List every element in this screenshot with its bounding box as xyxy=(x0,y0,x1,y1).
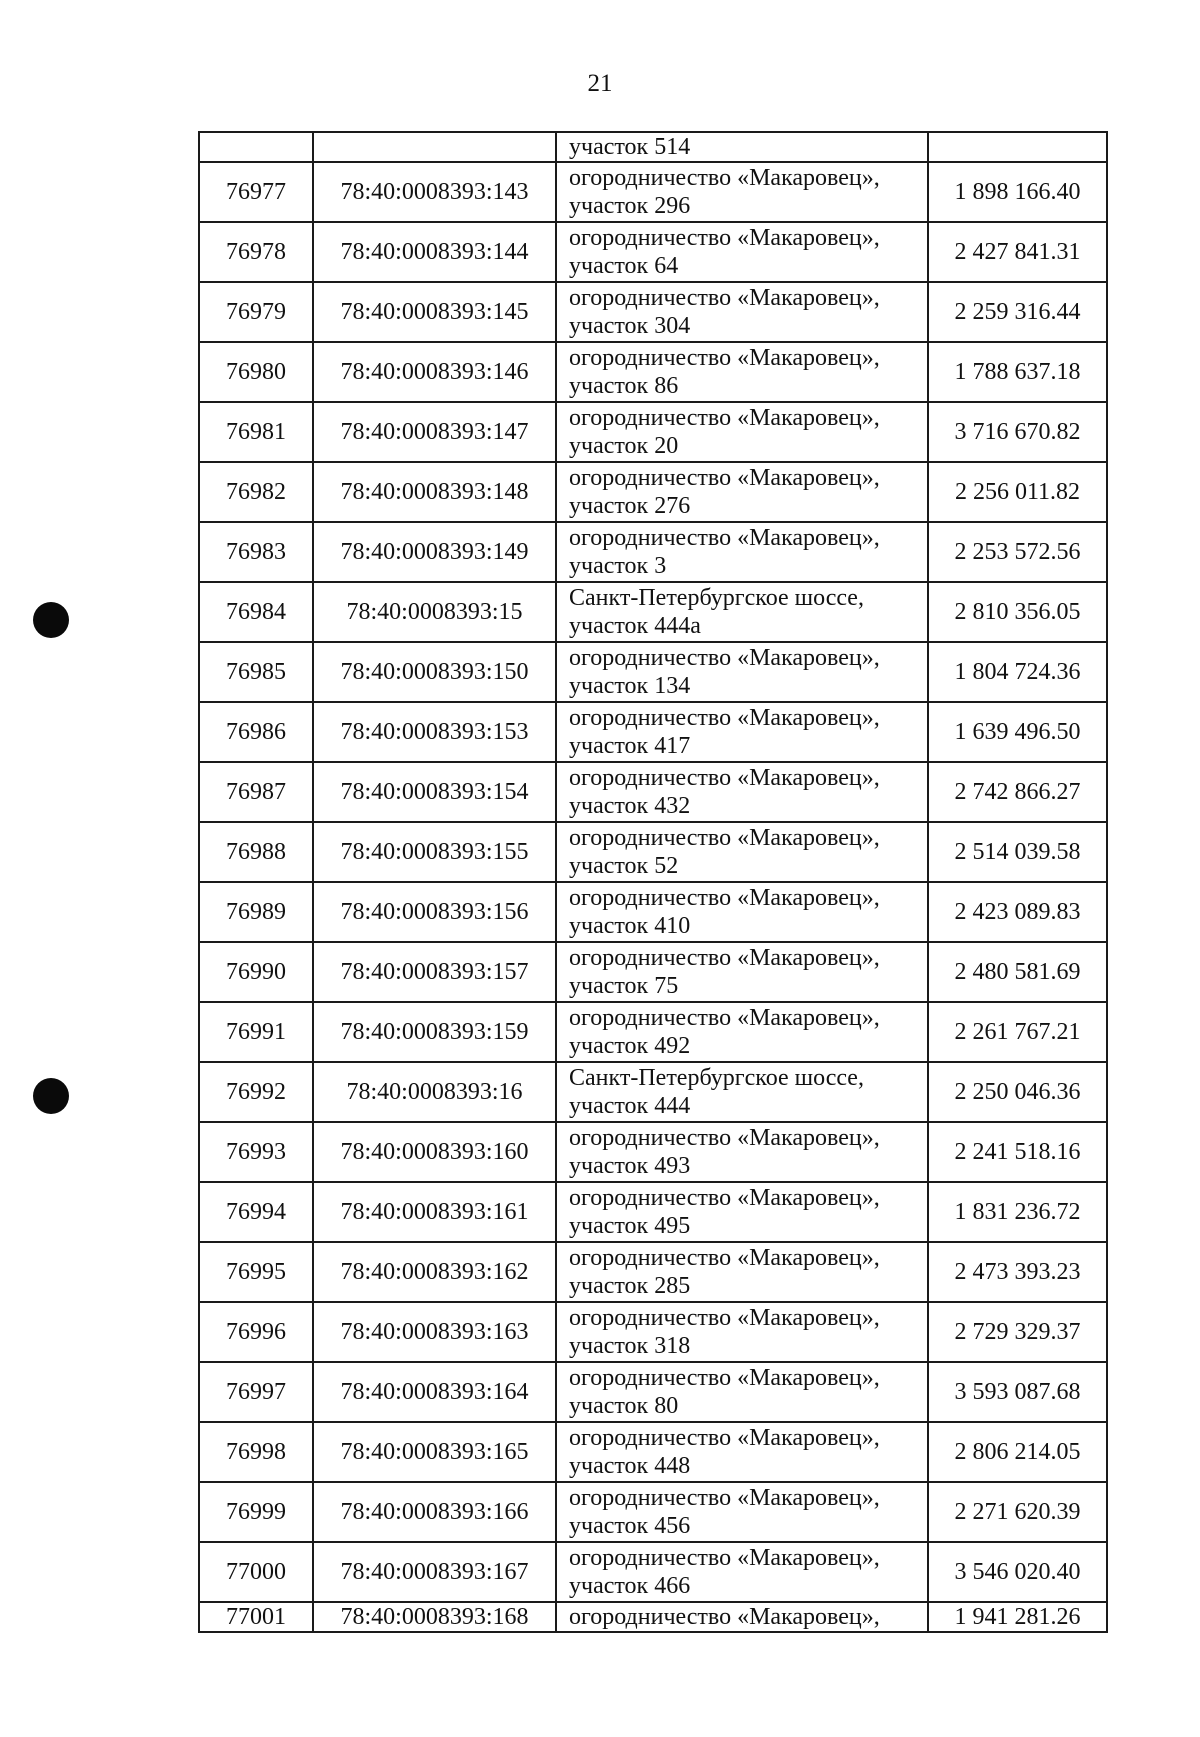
row-number-cell: 76985 xyxy=(199,642,313,702)
cadastral-number-cell: 78:40:0008393:162 xyxy=(313,1242,556,1302)
address-cell xyxy=(556,462,928,522)
table-row xyxy=(199,1062,1107,1122)
value-cell: 2 729 329.37 xyxy=(928,1302,1107,1362)
row-number-cell: 76982 xyxy=(199,462,313,522)
address-cell xyxy=(556,1602,928,1632)
address-cell xyxy=(556,132,928,162)
table-row xyxy=(199,1542,1107,1602)
address-line: огородничество «Макаровец», xyxy=(569,405,880,431)
cadastral-number-cell: 78:40:0008393:157 xyxy=(313,942,556,1002)
cadastral-number-cell: 78:40:0008393:16 xyxy=(313,1062,556,1122)
cadastral-number-cell: 78:40:0008393:155 xyxy=(313,822,556,882)
address-line: участок 296 xyxy=(569,193,691,219)
value-cell: 2 514 039.58 xyxy=(928,822,1107,882)
address-cell xyxy=(556,1062,928,1122)
address-line: участок 86 xyxy=(569,373,679,399)
address-line: огородничество «Макаровец», xyxy=(569,465,880,491)
address-line: участок 134 xyxy=(569,673,691,699)
row-number-cell: 76997 xyxy=(199,1362,313,1422)
address-line: участок 444 xyxy=(569,1093,691,1119)
address-cell xyxy=(556,1542,928,1602)
address-line: Санкт-Петербургское шоссе, xyxy=(569,1065,864,1091)
table-row xyxy=(199,1422,1107,1482)
address-line: участок 448 xyxy=(569,1453,691,1479)
address-cell xyxy=(556,1302,928,1362)
value-cell: 2 261 767.21 xyxy=(928,1002,1107,1062)
row-number-cell: 76990 xyxy=(199,942,313,1002)
row-number-cell: 76987 xyxy=(199,762,313,822)
address-line: огородничество «Макаровец», xyxy=(569,1365,880,1391)
table-row xyxy=(199,1482,1107,1542)
table-row xyxy=(199,882,1107,942)
row-number-cell: 76994 xyxy=(199,1182,313,1242)
cadastral-number-cell: 78:40:0008393:161 xyxy=(313,1182,556,1242)
address-cell xyxy=(556,822,928,882)
row-number-cell: 76978 xyxy=(199,222,313,282)
value-cell: 2 423 089.83 xyxy=(928,882,1107,942)
value-cell: 2 259 316.44 xyxy=(928,282,1107,342)
address-line: огородничество «Макаровец», xyxy=(569,165,880,191)
row-number-cell: 76991 xyxy=(199,1002,313,1062)
address-cell xyxy=(556,522,928,582)
value-cell: 1 804 724.36 xyxy=(928,642,1107,702)
address-cell xyxy=(556,1122,928,1182)
address-cell xyxy=(556,942,928,1002)
cadastral-number-cell: 78:40:0008393:164 xyxy=(313,1362,556,1422)
address-line: огородничество «Макаровец», xyxy=(569,645,880,671)
address-line: огородничество «Макаровец», xyxy=(569,225,880,251)
address-line: огородничество «Макаровец», xyxy=(569,1485,880,1511)
table-row xyxy=(199,222,1107,282)
cadastral-number-cell: 78:40:0008393:156 xyxy=(313,882,556,942)
address-line: участок 466 xyxy=(569,1573,691,1599)
cadastral-number-cell: 78:40:0008393:143 xyxy=(313,162,556,222)
row-number-cell: 76981 xyxy=(199,402,313,462)
address-line: участок 52 xyxy=(569,853,679,879)
row-number-cell: 76979 xyxy=(199,282,313,342)
value-cell: 2 271 620.39 xyxy=(928,1482,1107,1542)
table-body xyxy=(199,132,1107,1632)
address-cell xyxy=(556,702,928,762)
address-line: огородничество «Макаровец», xyxy=(569,885,880,911)
value-cell: 2 473 393.23 xyxy=(928,1242,1107,1302)
row-number-cell: 76989 xyxy=(199,882,313,942)
address-line: огородничество «Макаровец», xyxy=(569,1604,880,1630)
address-cell xyxy=(556,1182,928,1242)
address-cell xyxy=(556,882,928,942)
address-cell xyxy=(556,1002,928,1062)
cadastral-number-cell: 78:40:0008393:147 xyxy=(313,402,556,462)
table-row xyxy=(199,1122,1107,1182)
value-cell: 1 639 496.50 xyxy=(928,702,1107,762)
address-line: участок 495 xyxy=(569,1213,691,1239)
cadastral-number-cell: 78:40:0008393:15 xyxy=(313,582,556,642)
table-row xyxy=(199,282,1107,342)
page-number: 21 xyxy=(587,70,613,97)
address-line: участок 276 xyxy=(569,493,691,519)
row-number-cell: 76995 xyxy=(199,1242,313,1302)
cadastral-number-cell: 78:40:0008393:165 xyxy=(313,1422,556,1482)
address-line: участок 80 xyxy=(569,1393,679,1419)
table-row xyxy=(199,702,1107,762)
value-cell: 2 480 581.69 xyxy=(928,942,1107,1002)
address-line: участок 417 xyxy=(569,733,691,759)
address-cell xyxy=(556,1422,928,1482)
table-row xyxy=(199,1302,1107,1362)
address-cell xyxy=(556,402,928,462)
table-row xyxy=(199,1182,1107,1242)
address-line: участок 75 xyxy=(569,973,679,999)
address-cell xyxy=(556,1482,928,1542)
table-row xyxy=(199,942,1107,1002)
address-line: участок 514 xyxy=(569,134,691,160)
value-cell: 2 256 011.82 xyxy=(928,462,1107,522)
cadastral-number-cell: 78:40:0008393:150 xyxy=(313,642,556,702)
address-line: участок 444а xyxy=(569,613,701,639)
address-line: участок 20 xyxy=(569,433,679,459)
table-row xyxy=(199,402,1107,462)
address-line: огородничество «Макаровец», xyxy=(569,945,880,971)
address-line: участок 492 xyxy=(569,1033,691,1059)
land-plot-table xyxy=(198,131,1108,1633)
cadastral-number-cell: 78:40:0008393:149 xyxy=(313,522,556,582)
row-number-cell: 76993 xyxy=(199,1122,313,1182)
value-cell: 3 593 087.68 xyxy=(928,1362,1107,1422)
address-line: участок 64 xyxy=(569,253,679,279)
value-cell xyxy=(928,132,1107,162)
address-cell xyxy=(556,582,928,642)
table-row-last xyxy=(199,1602,1107,1632)
address-line: огородничество «Макаровец», xyxy=(569,1185,880,1211)
address-cell xyxy=(556,222,928,282)
address-line: огородничество «Макаровец», xyxy=(569,1125,880,1151)
table-row xyxy=(199,462,1107,522)
address-cell xyxy=(556,342,928,402)
table-row xyxy=(199,1002,1107,1062)
value-cell: 2 806 214.05 xyxy=(928,1422,1107,1482)
cadastral-number-cell xyxy=(313,132,556,162)
address-line: участок 456 xyxy=(569,1513,691,1539)
address-cell xyxy=(556,762,928,822)
cadastral-number-cell: 78:40:0008393:144 xyxy=(313,222,556,282)
table-row xyxy=(199,1242,1107,1302)
table-row xyxy=(199,1362,1107,1422)
cadastral-number-cell: 78:40:0008393:154 xyxy=(313,762,556,822)
table-row xyxy=(199,162,1107,222)
cadastral-number-cell: 78:40:0008393:163 xyxy=(313,1302,556,1362)
address-cell xyxy=(556,1362,928,1422)
value-cell: 2 250 046.36 xyxy=(928,1062,1107,1122)
table-row-continuation xyxy=(199,132,1107,162)
row-number-cell: 76996 xyxy=(199,1302,313,1362)
cadastral-number-cell: 78:40:0008393:145 xyxy=(313,282,556,342)
value-cell: 2 810 356.05 xyxy=(928,582,1107,642)
address-line: участок 318 xyxy=(569,1333,691,1359)
address-line: огородничество «Макаровец», xyxy=(569,765,880,791)
cadastral-number-cell: 78:40:0008393:146 xyxy=(313,342,556,402)
row-number-cell: 77001 xyxy=(199,1602,313,1632)
cadastral-number-cell: 78:40:0008393:168 xyxy=(313,1602,556,1632)
row-number-cell: 76977 xyxy=(199,162,313,222)
row-number-cell: 76980 xyxy=(199,342,313,402)
row-number-cell: 76988 xyxy=(199,822,313,882)
table-row xyxy=(199,822,1107,882)
address-line: огородничество «Макаровец», xyxy=(569,285,880,311)
value-cell: 2 253 572.56 xyxy=(928,522,1107,582)
row-number-cell: 77000 xyxy=(199,1542,313,1602)
row-number-cell xyxy=(199,132,313,162)
address-line: участок 432 xyxy=(569,793,691,819)
address-cell xyxy=(556,642,928,702)
row-number-cell: 76983 xyxy=(199,522,313,582)
row-number-cell: 76998 xyxy=(199,1422,313,1482)
address-line: огородничество «Макаровец», xyxy=(569,1005,880,1031)
row-number-cell: 76992 xyxy=(199,1062,313,1122)
address-line: огородничество «Макаровец», xyxy=(569,1245,880,1271)
punch-hole-mark xyxy=(33,1078,69,1114)
address-line: участок 3 xyxy=(569,553,667,579)
cadastral-number-cell: 78:40:0008393:148 xyxy=(313,462,556,522)
cadastral-number-cell: 78:40:0008393:167 xyxy=(313,1542,556,1602)
row-number-cell: 76986 xyxy=(199,702,313,762)
table-row xyxy=(199,642,1107,702)
value-cell: 1 788 637.18 xyxy=(928,342,1107,402)
address-line: участок 493 xyxy=(569,1153,691,1179)
cadastral-number-cell: 78:40:0008393:166 xyxy=(313,1482,556,1542)
address-line: огородничество «Макаровец», xyxy=(569,705,880,731)
value-cell: 2 742 866.27 xyxy=(928,762,1107,822)
table-row xyxy=(199,582,1107,642)
cadastral-number-cell: 78:40:0008393:159 xyxy=(313,1002,556,1062)
address-line: участок 304 xyxy=(569,313,691,339)
address-line: участок 285 xyxy=(569,1273,691,1299)
address-cell xyxy=(556,162,928,222)
value-cell: 3 546 020.40 xyxy=(928,1542,1107,1602)
address-cell xyxy=(556,282,928,342)
address-line: огородничество «Макаровец», xyxy=(569,1305,880,1331)
table-row xyxy=(199,342,1107,402)
table-row xyxy=(199,522,1107,582)
cadastral-number-cell: 78:40:0008393:160 xyxy=(313,1122,556,1182)
value-cell: 1 831 236.72 xyxy=(928,1182,1107,1242)
address-line: огородничество «Макаровец», xyxy=(569,825,880,851)
address-line: огородничество «Макаровец», xyxy=(569,345,880,371)
value-cell: 1 898 166.40 xyxy=(928,162,1107,222)
row-number-cell: 76984 xyxy=(199,582,313,642)
table-row xyxy=(199,762,1107,822)
address-line: огородничество «Макаровец», xyxy=(569,1545,880,1571)
value-cell: 2 241 518.16 xyxy=(928,1122,1107,1182)
punch-hole-mark xyxy=(33,602,69,638)
value-cell: 3 716 670.82 xyxy=(928,402,1107,462)
address-line: участок 410 xyxy=(569,913,691,939)
cadastral-number-cell: 78:40:0008393:153 xyxy=(313,702,556,762)
address-cell xyxy=(556,1242,928,1302)
address-line: огородничество «Макаровец», xyxy=(569,525,880,551)
value-cell: 2 427 841.31 xyxy=(928,222,1107,282)
address-line: Санкт-Петербургское шоссе, xyxy=(569,585,864,611)
address-line: огородничество «Макаровец», xyxy=(569,1425,880,1451)
value-cell: 1 941 281.26 xyxy=(928,1602,1107,1632)
row-number-cell: 76999 xyxy=(199,1482,313,1542)
